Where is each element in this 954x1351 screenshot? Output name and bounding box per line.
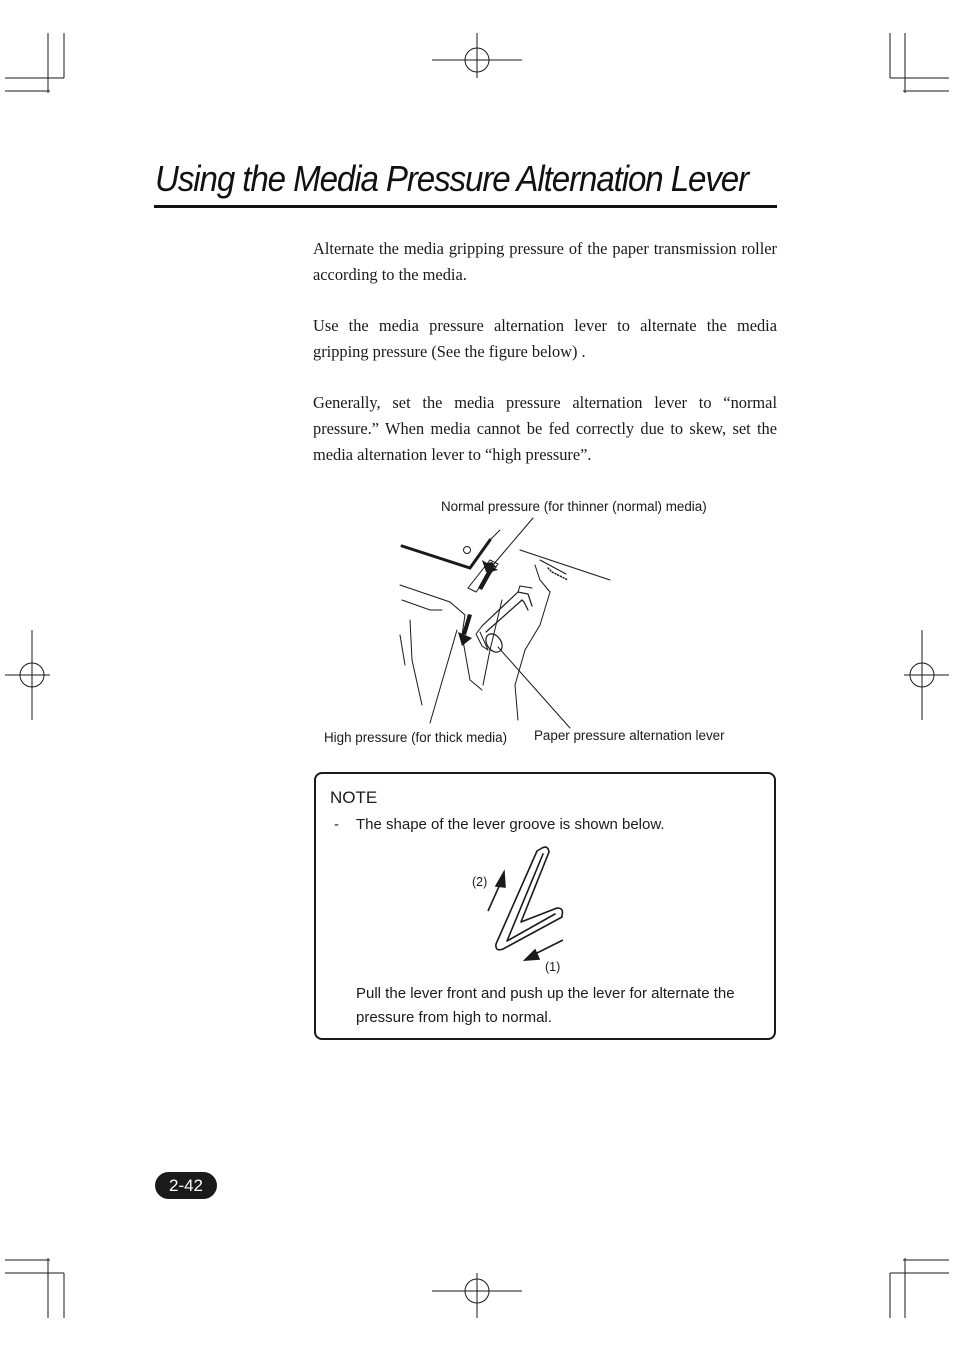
title-underline	[154, 205, 777, 208]
lever-groove-diagram	[481, 842, 571, 962]
note-bullet-text: The shape of the lever groove is shown below.	[356, 816, 665, 833]
intro-paragraph: Alternate the media gripping pressure of the paper transmission roller according to the media.	[313, 239, 777, 284]
note-box	[314, 772, 776, 1040]
note-bullet-dash: -	[334, 816, 339, 833]
page-title: Using the Media Pressure Alternation Lever	[155, 158, 749, 199]
label-normal-pressure: Normal pressure (for thinner (normal) media)	[441, 499, 707, 514]
groove-label-1: (1)	[545, 960, 561, 974]
lever-illustration	[390, 510, 650, 730]
usage-paragraph: Use the media pressure alternation lever to alternate the media gripping pressure (See the figure below) .	[313, 316, 777, 361]
label-high-pressure: High pressure (for thick media)	[324, 730, 508, 745]
note-heading: NOTE	[330, 788, 378, 807]
groove-label-2: (2)	[472, 875, 488, 889]
general-paragraph: Generally, set the media pressure alternation lever to “normal pressure.” When media cannot be fed correctly due to skew, set the media alternation lever to “high pressure”.	[313, 393, 777, 464]
note-instruction: Pull the lever front and push up the lever for alternate the pressure from high to normal.	[356, 985, 735, 1026]
label-pressure-lever: Paper pressure alternation lever	[534, 728, 725, 743]
page-number-badge: 2-42	[155, 1172, 217, 1199]
